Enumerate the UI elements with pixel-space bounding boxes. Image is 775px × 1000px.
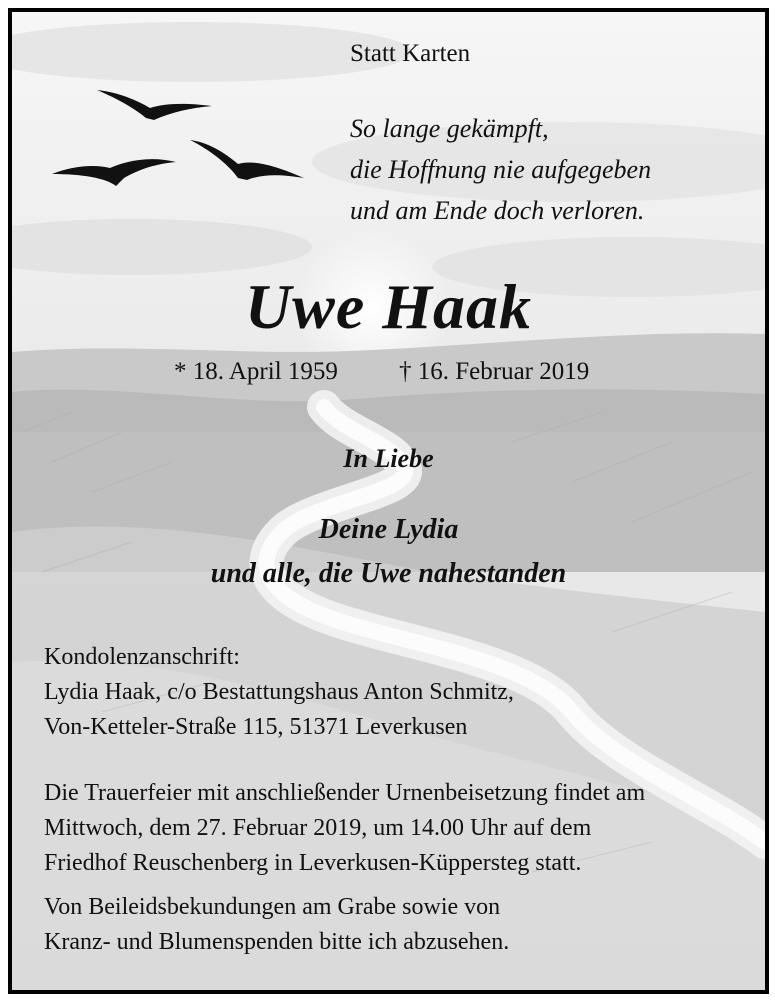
funeral-line: Friedhof Reuschenberg in Leverkusen-Küppersteg statt. bbox=[44, 850, 582, 876]
funeral-line: Mittwoch, dem 27. Februar 2019, um 14.00 Uhr auf dem bbox=[44, 815, 592, 841]
note-line: Von Beileidsbekundungen am Grabe sowie von bbox=[44, 894, 501, 920]
signatories bbox=[12, 508, 765, 596]
obituary-card bbox=[8, 8, 769, 994]
poem bbox=[350, 108, 651, 231]
birth-date: * 18. April 1959 bbox=[174, 358, 338, 385]
address-line: Von-Ketteler-Straße 115, 51371 Leverkusen bbox=[44, 714, 468, 740]
funeral-announcement bbox=[44, 776, 645, 881]
condolence-address bbox=[44, 640, 514, 745]
statt-karten-header: Statt Karten bbox=[350, 40, 471, 67]
poem-line: die Hoffnung nie aufgegeben bbox=[350, 155, 652, 184]
condolence-note bbox=[44, 890, 509, 960]
bird-icon bbox=[97, 90, 212, 120]
deceased-name: Uwe Haak bbox=[244, 271, 533, 342]
bird-icon bbox=[52, 159, 176, 186]
address-line: Kondolenzanschrift: bbox=[44, 644, 240, 670]
death-date: † 16. Februar 2019 bbox=[399, 358, 590, 385]
poem-line: und am Ende doch verloren. bbox=[350, 196, 645, 225]
bird-icon bbox=[190, 140, 304, 180]
signatory-line: und alle, die Uwe nahestanden bbox=[210, 558, 567, 589]
address-line: Lydia Haak, c/o Bestattungshaus Anton Schmitz, bbox=[44, 679, 514, 705]
signatory-line: Deine Lydia bbox=[318, 514, 459, 545]
note-line: Kranz- und Blumenspenden bitte ich abzusehen. bbox=[44, 929, 510, 955]
funeral-line: Die Trauerfeier mit anschließender Urnenbeisetzung findet am bbox=[44, 780, 646, 806]
flying-birds-illustration bbox=[42, 82, 312, 202]
poem-line: So lange gekämpft, bbox=[350, 114, 549, 143]
in-love-line: In Liebe bbox=[343, 444, 434, 473]
